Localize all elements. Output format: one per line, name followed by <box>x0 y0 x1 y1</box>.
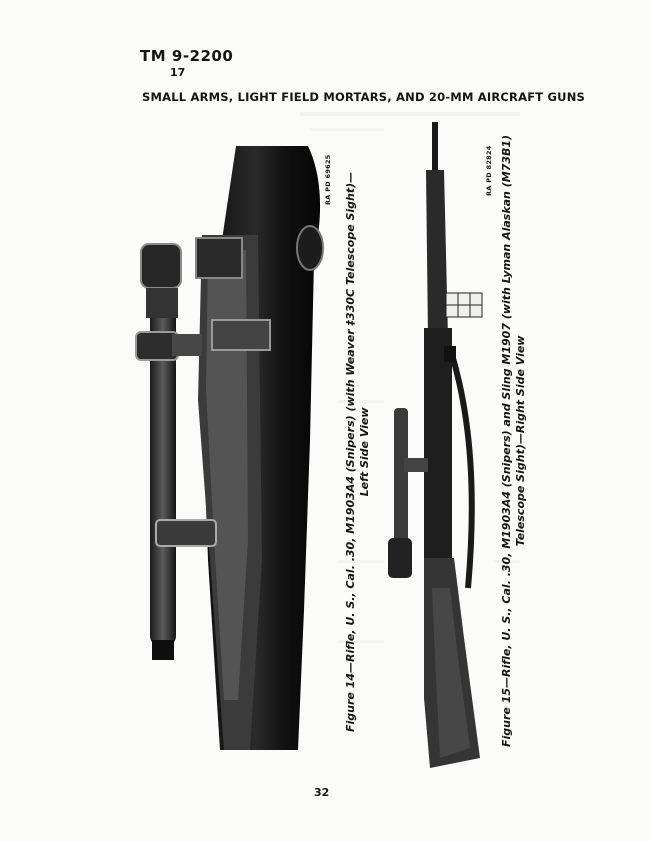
figure-14-photo <box>128 140 338 750</box>
section-number: 17 <box>170 66 186 79</box>
figure-15-caption <box>500 135 528 747</box>
figure-14-caption-line-2: Left Side View <box>358 407 371 497</box>
figure-15-caption-line-1: Figure 15—Rifle, U. S., Cal. .30, M1903A4 (Snipers) and Sling M1907 (with Lyman Alaskan (M73B1) <box>500 134 513 747</box>
page-title: SMALL ARMS, LIGHT FIELD MORTARS, AND 20-MM AIRCRAFT GUNS <box>142 90 586 104</box>
bleed-through-mark <box>300 112 520 116</box>
page-number: 32 <box>314 786 330 799</box>
figure-14-caption <box>344 172 372 732</box>
figure-15-photo <box>384 118 494 773</box>
figure-15-caption-line-2: Telescope Sight)—Right Side View <box>514 335 527 547</box>
figure-15-code: RA PD 82824 <box>485 145 493 196</box>
figure-14-caption-line-1: Figure 14—Rifle, U. S., Cal. .30, M1903A4 (Snipers) (with Weaver ‡330C Telescope Sight)— <box>344 171 357 732</box>
figure-14-code: RA PD 69625 <box>324 154 332 205</box>
manual-number: TM 9-2200 <box>140 47 234 65</box>
